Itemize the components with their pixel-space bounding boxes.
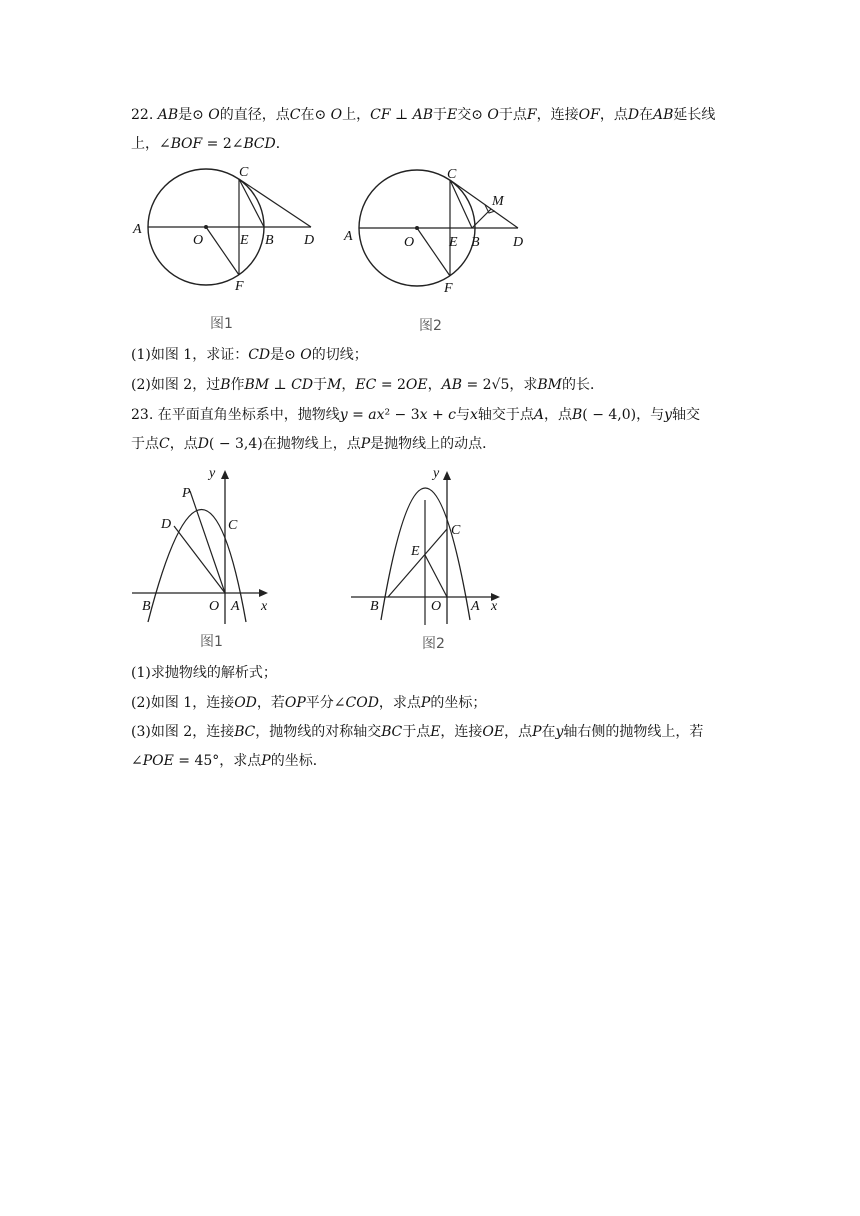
segment-od xyxy=(174,526,225,593)
x-axis-arrow xyxy=(259,589,268,597)
q23-part3-line1: (3)如图 2，连接𝐵𝐶，抛物线的对称轴交𝐵𝐶于点𝐸，连接𝑂𝐸，点𝑃在𝑦轴右侧的抛物线上，若 xyxy=(131,724,704,740)
label-e: E xyxy=(449,235,458,250)
label-d: D xyxy=(513,235,524,250)
label-b: B xyxy=(265,233,274,248)
q22-figure-1 xyxy=(128,160,328,335)
q23-figure-2 xyxy=(345,462,515,657)
q23-part2: (2)如图 1，连接𝑂𝐷，若𝑂𝑃平分∠𝐶𝑂𝐷，求点𝑃的坐标； xyxy=(131,695,487,711)
label-c: C xyxy=(239,165,249,180)
label-o: O xyxy=(431,599,442,614)
segment-oe xyxy=(425,555,447,597)
segment-of xyxy=(417,228,450,276)
q23-statement-line1: 23. 在平面直角坐标系中，抛物线𝑦 = 𝑎𝑥² − 3𝑥 + 𝑐与𝑥轴交于点𝐴，点𝐵( − 4,0)，与𝑦轴交 xyxy=(131,407,701,423)
label-d: D xyxy=(304,233,315,248)
q22-statement-line1: 22. 𝐴𝐵是⊙ 𝑂的直径，点𝐶在⊙ 𝑂上，𝐶𝐹 ⊥ 𝐴𝐵于𝐸交⊙ 𝑂于点𝐹，连接𝑂𝐹，点𝐷在𝐴𝐵延长线 xyxy=(131,107,716,123)
q23-part1: (1)求抛物线的解析式； xyxy=(131,665,277,681)
figure-caption: 图1 xyxy=(210,316,233,332)
label-p: P xyxy=(182,486,191,501)
label-e: E xyxy=(240,233,249,248)
label-f: F xyxy=(444,281,453,296)
q22-part1: (1)如图 1，求证：𝐶𝐷是⊙ 𝑂的切线； xyxy=(131,347,368,363)
label-y: y xyxy=(433,466,440,481)
label-a: A xyxy=(471,599,480,614)
label-a: A xyxy=(133,222,142,237)
label-o: O xyxy=(404,235,415,250)
label-b: B xyxy=(471,235,480,250)
center-point xyxy=(204,225,208,229)
label-o: O xyxy=(193,233,204,248)
segment-op xyxy=(190,491,225,593)
q22-statement-line2: 上，∠𝐵𝑂𝐹 = 2∠𝐵𝐶𝐷． xyxy=(131,136,290,152)
label-b: B xyxy=(370,599,379,614)
y-axis-arrow xyxy=(443,471,451,480)
figure-caption: 图2 xyxy=(419,318,442,334)
q23-statement-line2: 于点𝐶，点𝐷( − 3,4)在抛物线上，点𝑃是抛物线上的动点． xyxy=(131,436,497,452)
q22-figure-2 xyxy=(340,160,540,340)
center-point xyxy=(415,226,419,230)
label-a: A xyxy=(231,599,240,614)
segment-bc xyxy=(388,529,447,597)
q23-figure-1 xyxy=(128,462,278,652)
figure-caption: 图2 xyxy=(422,636,445,652)
label-d: D xyxy=(161,517,172,532)
label-m: M xyxy=(492,194,504,209)
label-x: x xyxy=(491,599,498,614)
segment-cb xyxy=(239,179,264,227)
label-b: B xyxy=(142,599,151,614)
y-axis-arrow xyxy=(221,470,229,479)
segment-cd xyxy=(450,180,518,228)
label-y: y xyxy=(209,466,216,481)
label-a: A xyxy=(344,229,353,244)
label-c: C xyxy=(451,523,461,538)
figure-caption: 图1 xyxy=(200,634,223,650)
segment-cd xyxy=(239,179,311,227)
label-x: x xyxy=(261,599,268,614)
segment-of xyxy=(206,227,239,275)
label-f: F xyxy=(235,279,244,294)
label-c: C xyxy=(447,167,457,182)
label-e: E xyxy=(411,544,420,559)
q22-part2: (2)如图 2，过𝐵作𝐵𝑀 ⊥ 𝐶𝐷于𝑀，𝐸𝐶 = 2𝑂𝐸，𝐴𝐵 = 2√5，求𝐵𝑀的长． xyxy=(131,377,604,393)
label-c: C xyxy=(228,518,238,533)
q23-part3-line2: ∠𝑃𝑂𝐸 = 45°，求点𝑃的坐标． xyxy=(131,753,327,769)
label-o: O xyxy=(209,599,220,614)
